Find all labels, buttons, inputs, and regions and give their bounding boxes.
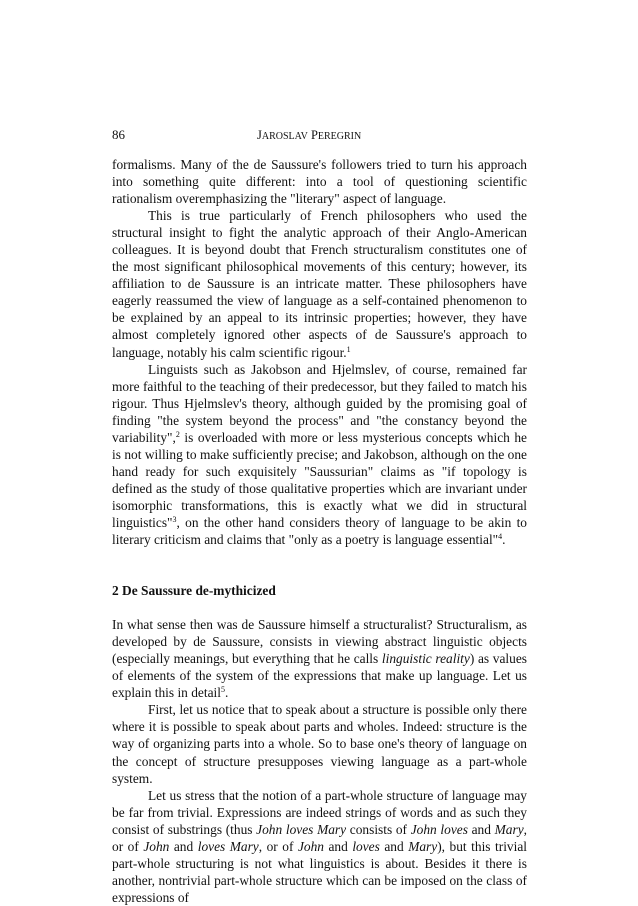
author-first-rest: AROSLAV [261, 131, 308, 142]
author-last-initial: P [310, 128, 318, 142]
paragraph-6-em-4: John [143, 838, 170, 854]
paragraph-6-text-i: ), but this trivial part-whole structuring is not what linguistics is about. Besides it there is another, nontrivial part-whole structure which can be imposed on the class of expressions of [112, 838, 527, 905]
paragraph-3-text-b: is overloaded with more or less mysterious concepts which he is not willing to make sufficiently precise; and Jakobson, although on the one hand ready for such exquisitely "Saussurian" claims as "if topology is defined as the study of those qualitative properties which are invariant under isomorphic transformations, this is exactly what we did in structural linguistics" [112, 429, 527, 530]
paragraph-4-text-b: ) as values of elements of the system of the expressions that make up language. Let us explain this in detail [112, 651, 527, 701]
paragraph-6-em-7: loves [352, 838, 380, 854]
paragraph-6-em-1: John loves Mary [256, 821, 347, 837]
footnote-ref-3[interactable]: 3 [172, 514, 177, 524]
paragraph-3-text-c: , on the other hand considers theory of language to be akin to literary criticism and claims that "only as a poetry is language essential" [112, 514, 527, 548]
paragraph-5: First, let us notice that to speak about a structure is possible only there where it is possible to speak about parts and wholes. Indeed: structure is the way of organizing parts into a whole. So to base one's theory of language on the concept of structure presupposes viewing language as a part-whole system. [112, 702, 527, 786]
author-first-initial: J [257, 128, 262, 142]
body-text [112, 156, 527, 906]
paragraph-4-emphasis: linguistic reality [381, 651, 470, 667]
paragraph-6-em-3: Mary [494, 821, 524, 837]
footnote-ref-4[interactable]: 4 [498, 532, 503, 542]
paragraph-4-text-a: In what sense then was de Saussure himself a structuralist? Structuralism, as developed by de Saussure, consists in viewing abstract linguistic objects (especially meanings, but everything that he calls [112, 617, 527, 667]
paragraph-6-text-f: , or of [258, 838, 298, 854]
paragraph-3 [112, 361, 527, 549]
paragraph-6-text-e: and [169, 838, 198, 854]
paragraph-1: formalisms. Many of the de Saussure's followers tried to turn his approach into something quite different: into a tool of questioning scientific rationalism overemphasizing the "literary" aspect of language. [112, 157, 527, 207]
paragraph-6-text-a: Let us stress that the notion of a part-whole structure of language may be far from trivial. Expressions are indeed strings of words and as such they consist of substrings (thus [112, 787, 527, 837]
footnote-ref-1[interactable]: 1 [346, 344, 351, 354]
paragraph-2-text: This is true particularly of French philosophers who used the structural insight to fight the analytic approach of their Anglo-American colleagues. It is beyond doubt that French structuralism constitutes one of the most significant philosophical movements of this century; however, its affiliation to de Saussure is an intricate matter. These philosophers have eagerly reassumed the view of language as a self-contained phenomenon to be explained by an appeal to its intrinsic properties; however, they have almost completely ignored other aspects of de Saussure's approach to language, notably his calm scientific rigour. [112, 208, 527, 360]
author-last-rest: EREGRIN [317, 131, 362, 142]
paragraph-6-text-h: and [379, 838, 409, 854]
paragraph-6 [112, 787, 527, 906]
running-header [112, 126, 527, 144]
paragraph-6-em-8: Mary [408, 838, 438, 854]
paragraph-6-text-b: consists of [346, 821, 411, 837]
footnote-ref-5[interactable]: 5 [220, 685, 225, 695]
page-number: 86 [112, 127, 125, 142]
paragraph-6-text-d: , or of [112, 821, 528, 854]
running-head-author [257, 126, 361, 146]
paragraph-3-text-a: Linguists such as Jakobson and Hjelmslev, of course, remained far more faithful to the teaching of their predecessor, but they failed to match his rigour. Thus Hjelmslev's theory, although guided by the promising goal of finding "the system beyond the process" and "the constancy beyond the variability", [112, 361, 527, 445]
paragraph-2 [112, 207, 527, 360]
paragraph-6-em-2: John loves [410, 821, 468, 837]
paragraph-6-em-6: John [297, 838, 324, 854]
paragraph-6-text-g: and [323, 838, 353, 854]
paragraph-4-text-c: . [224, 685, 229, 701]
paragraph-6-em-5: loves Mary [197, 838, 259, 854]
paragraph-4 [112, 616, 527, 701]
paragraph-3-text-d: . [502, 532, 506, 548]
footnote-ref-2[interactable]: 2 [175, 429, 180, 439]
section-heading: 2 De Saussure de-mythicized [112, 583, 276, 599]
paragraph-6-text-c: and [467, 821, 495, 837]
